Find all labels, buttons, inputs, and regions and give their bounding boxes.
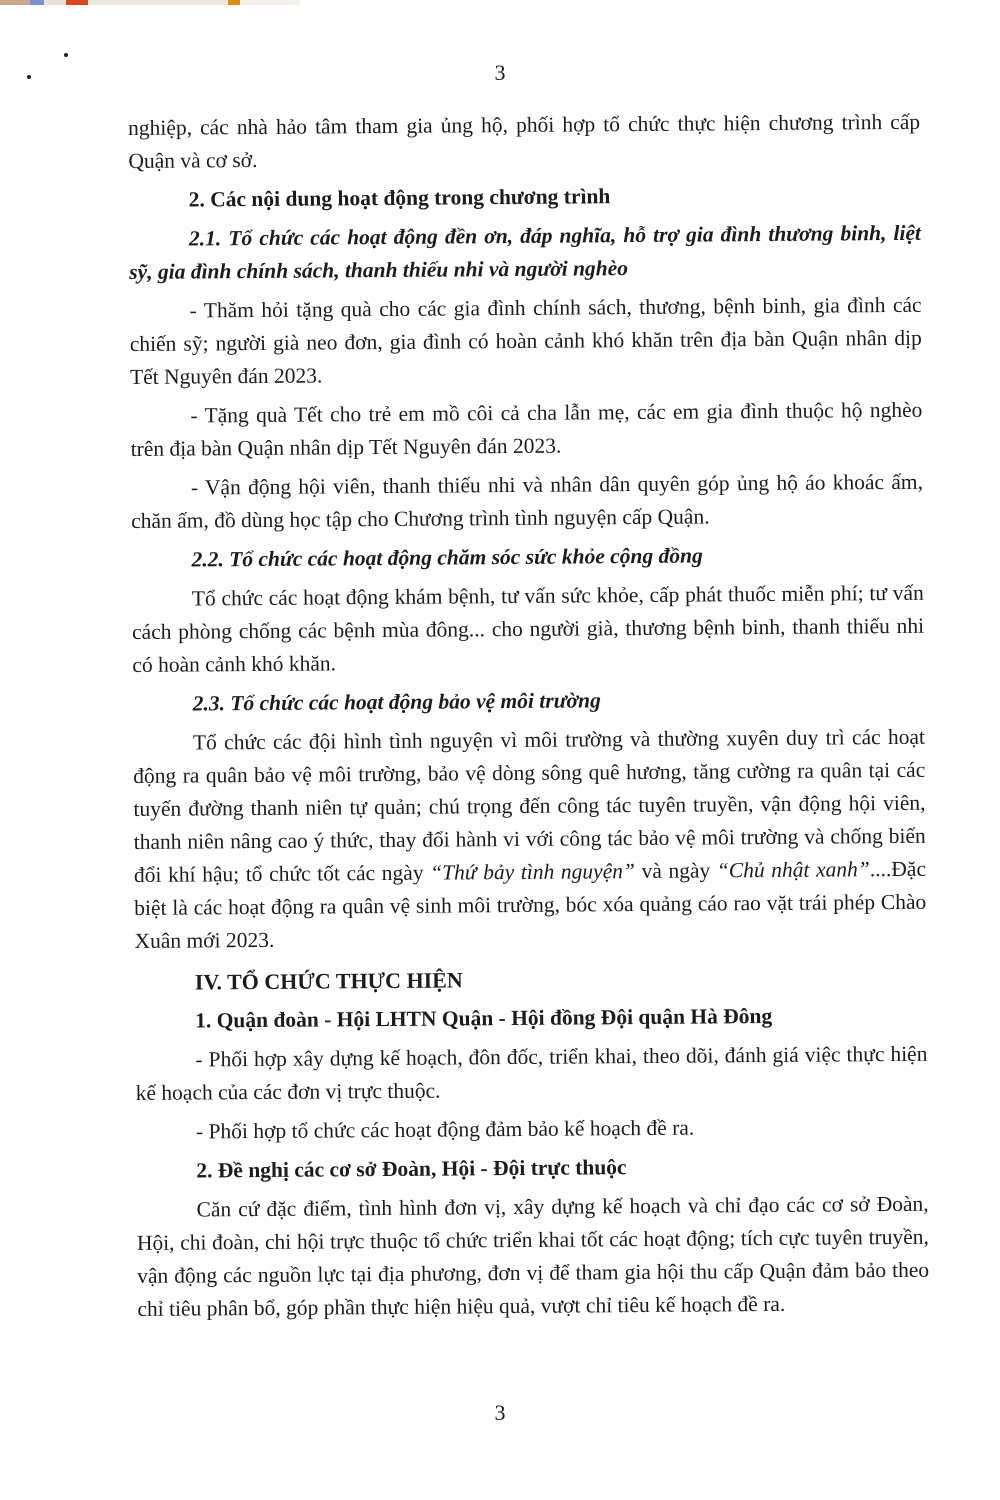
subsection-2-3-heading: 2.3. Tổ chức các hoạt động bảo vệ môi trường: [192, 688, 601, 716]
quoted-event-name: “Thứ bảy tình nguyện”: [430, 859, 636, 885]
section-iv-2-heading: 2. Đề nghị các cơ sở Đoàn, Hội - Đội trực thuộc: [196, 1155, 627, 1183]
scan-strip-segment: [0, 0, 30, 5]
list-item: - Vận động hội viên, thanh thiếu nhi và nhân dân quyên góp ủng hộ áo khoác ấm, chăn ấm, đồ dùng học tập cho Chương trình tình nguyện cấp Quận.: [131, 469, 924, 533]
subsection-2-3-paragraph: [133, 721, 927, 958]
section-iv-heading: IV. TỔ CHỨC THỰC HIỆN: [194, 967, 463, 995]
subsection-2-2-heading: 2.2. Tổ chức các hoạt động chăm sóc sức khỏe cộng đồng: [191, 543, 703, 572]
scan-strip-segment: [30, 0, 44, 5]
subsection-2-1-heading: 2.1. Tổ chức các hoạt động đền ơn, đáp nghĩa, hỗ trợ gia đình thương binh, liệt sỹ, gia đình chính sách, thanh thiếu nhi và người nghèo: [129, 220, 922, 284]
list-item: - Tặng quà Tết cho trẻ em mồ côi cả cha lẫn mẹ, các em gia đình thuộc hộ nghèo trên địa bàn Quận nhân dịp Tết Nguyên đán 2023.: [130, 397, 923, 461]
page-number-bottom: 3: [494, 1400, 506, 1425]
scan-strip-segment: [66, 0, 88, 5]
scan-strip-segment: [44, 0, 66, 5]
scan-strip-segment: [240, 0, 300, 5]
scan-speck: [64, 53, 68, 57]
quoted-event-name: “Chủ nhật xanh”: [716, 857, 870, 883]
section-iv-2-paragraph: Căn cứ đặc điểm, tình hình đơn vị, xây dựng kế hoạch và chỉ đạo các cơ sở Đoàn, Hội, chi đoàn, chi hội trực thuộc tổ chức triển khai tốt các hoạt động; tích cực tuyên truyền, vận động các nguồn lực tại địa phương, đơn vị để tham gia hội thu cấp Quận đảm bảo theo chỉ tiêu phân bổ, góp phần thực hiện hiệu quả, vượt chỉ tiêu kế hoạch đề ra.: [136, 1191, 930, 1321]
paragraph-text: ....Đặc biệt là các hoạt động ra quân vệ sinh môi trường, bóc xóa quảng cáo rao vặt trái phép Chào Xuân mới 2023.: [134, 856, 927, 953]
list-item: - Phối hợp tổ chức các hoạt động đảm bảo kế hoạch đề ra.: [195, 1115, 695, 1144]
page-number-top: 3: [494, 60, 506, 85]
scan-edge-strip: [0, 0, 300, 5]
subsection-2-2-paragraph: Tổ chức các hoạt động khám bệnh, tư vấn sức khỏe, cấp phát thuốc miễn phí; tư vấn cách phòng chống các bệnh mùa đông... cho người già, thương bệnh binh, thanh thiếu nhi có hoàn cảnh khó khăn.: [131, 580, 925, 677]
scan-strip-segment: [228, 0, 240, 5]
scan-strip-segment: [88, 0, 228, 5]
paragraph-text: và ngày: [634, 858, 717, 884]
document-body: [128, 106, 930, 1326]
section-2-heading: 2. Các nội dung hoạt động trong chương trình: [188, 184, 611, 212]
paragraph-text: Tổ chức các đội hình tình nguyện vì môi trường và thường xuyên duy trì các hoạt động ra quân bảo vệ môi trường, bảo vệ dòng sông quê hương, tăng cường ra quân tại các tuyến đường thanh niên tự quản; chú trọng đến công tác tuyên truyền, vận động hội viên, thanh niên nâng cao ý thức, thay đổi hành vi với công tác bảo vệ môi trường và chống biến đổi khí hậu; tổ chức tốt các ngày: [133, 724, 926, 887]
list-item: - Phối hợp xây dựng kế hoạch, đôn đốc, triển khai, theo dõi, đánh giá việc thực hiện kế hoạch của các đơn vị trực thuộc.: [135, 1041, 928, 1105]
list-item: - Thăm hỏi tặng quà cho các gia đình chính sách, thương, bệnh binh, gia đình các chiến sỹ; người già neo đơn, gia đình có hoàn cảnh khó khăn trên địa bàn Quận nhân dịp Tết Nguyên đán 2023.: [129, 292, 922, 389]
section-iv-1-heading: 1. Quận đoàn - Hội LHTN Quận - Hội đồng Đội quận Hà Đông: [195, 1003, 773, 1033]
continuation-paragraph: nghiệp, các nhà hảo tâm tham gia ủng hộ, phối hợp tổ chức thực hiện chương trình cấp Quận và cơ sở.: [128, 109, 921, 173]
